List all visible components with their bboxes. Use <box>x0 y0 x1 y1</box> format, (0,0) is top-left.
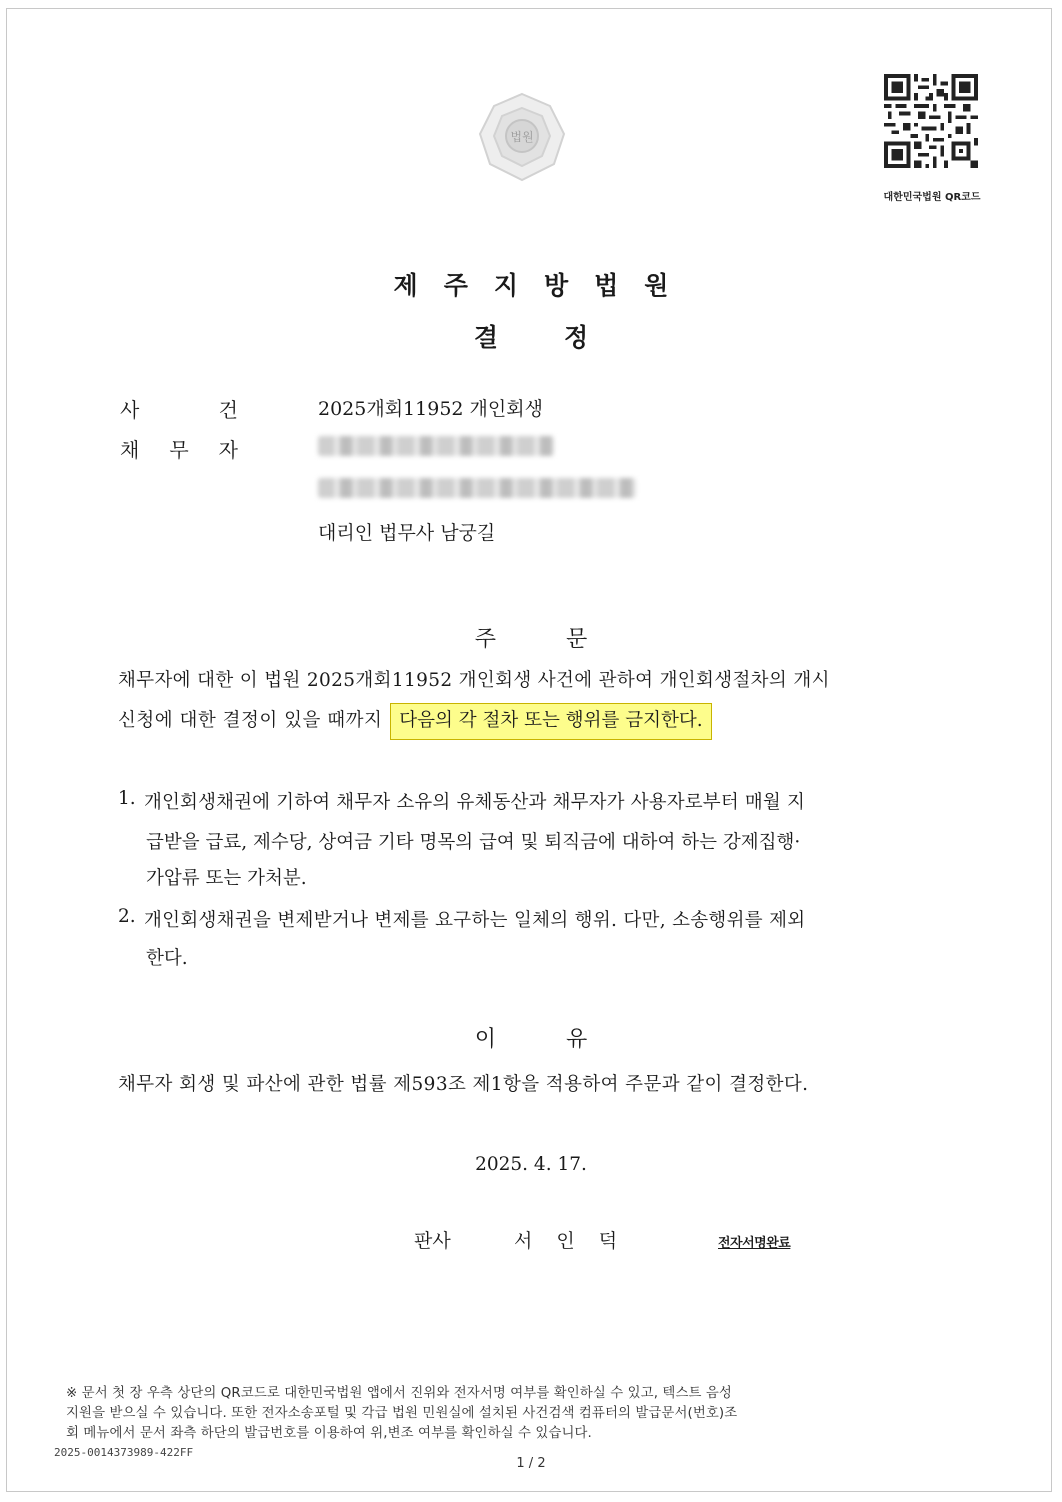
debtor-label <box>120 434 238 463</box>
court-emblem-icon <box>470 86 574 190</box>
judge-title: 판사 <box>414 1230 451 1252</box>
judge-name: 서인덕 <box>514 1230 642 1252</box>
doc-type-char: 결 <box>473 323 498 352</box>
case-label-char: 건 <box>218 398 238 422</box>
page-number: 1 / 2 <box>516 1456 546 1471</box>
case-number-value: 2025개회11952 개인회생 <box>318 398 543 420</box>
order-text-line-1: 채무자에 대한 이 법원 2025개회11952 개인회생 사건에 관하여 개인회생절차의 개시 <box>118 670 830 691</box>
debtor-label-char: 무 <box>169 438 189 462</box>
reason-text: 채무자 회생 및 파산에 관한 법률 제593조 제1항을 적용하여 주문과 같이 결정한다. <box>118 1074 809 1095</box>
order-heading <box>0 622 1062 653</box>
e-signature-stamp: 전자서명완료 <box>718 1236 791 1251</box>
document-type-title <box>0 318 1062 354</box>
case-label-char: 사 <box>120 398 140 422</box>
reason-heading-char: 유 <box>566 1027 588 1052</box>
highlighted-prohibition: 다음의 각 절차 또는 행위를 금지한다. <box>390 703 711 740</box>
issue-number: 2025-0014373989-422FF <box>54 1446 194 1459</box>
qr-caption: 대한민국법원 QR코드 <box>883 192 981 203</box>
case-label <box>120 394 238 423</box>
order-heading-char: 문 <box>566 627 588 652</box>
notice-line-1: ※ 문서 첫 장 우측 상단의 QR코드로 대한민국법원 앱에서 진위와 전자서명 여부를 확인하실 수 있고, 텍스트 음성 <box>66 1386 732 1401</box>
item-1-line-3: 가압류 또는 가처분. <box>146 868 307 889</box>
notice-line-2: 지원을 받으실 수 있습니다. 또한 전자소송포털 및 각급 법원 민원실에 설치된 사건검색 컴퓨터의 발급문서(번호)조 <box>66 1406 738 1421</box>
debtor-label-char: 채 <box>120 438 140 462</box>
redacted-debtor-name <box>318 436 554 456</box>
item-2-line-2: 한다. <box>146 948 188 969</box>
item-1-line-1: 개인회생채권에 기하여 채무자 소유의 유체동산과 채무자가 사용자로부터 매월 지 <box>144 792 805 813</box>
order-text-plain: 신청에 대한 결정이 있을 때까지 <box>118 710 383 731</box>
debtor-label-char: 자 <box>218 438 238 462</box>
decision-date: 2025. 4. 17. <box>475 1154 587 1175</box>
qr-code-icon <box>884 74 978 168</box>
page-border <box>6 8 1052 1492</box>
notice-line-3: 회 메뉴에서 문서 좌측 하단의 발급번호를 이용하여 위,변조 여부를 확인하실 수 있습니다. <box>66 1426 592 1441</box>
order-text-line-2 <box>118 706 712 732</box>
reason-heading-char: 이 <box>474 1027 496 1052</box>
proxy-value: 대리인 법무사 남궁길 <box>318 522 496 544</box>
reason-heading <box>0 1022 1062 1053</box>
item-number: 1. <box>118 788 136 809</box>
redacted-debtor-address <box>318 478 636 498</box>
order-heading-char: 주 <box>474 627 496 652</box>
emblem-label: 법원 <box>510 130 534 144</box>
court-name-title: 제주지방법원 <box>393 271 695 300</box>
doc-type-char: 정 <box>564 323 589 352</box>
item-1-line-2: 급받을 급료, 제수당, 상여금 기타 명목의 급여 및 퇴직금에 대하여 하는 강제집행· <box>146 832 801 853</box>
item-2-line-1: 개인회생채권을 변제받거나 변제를 요구하는 일체의 행위. 다만, 소송행위를 제외 <box>144 910 806 931</box>
item-number: 2. <box>118 906 136 927</box>
